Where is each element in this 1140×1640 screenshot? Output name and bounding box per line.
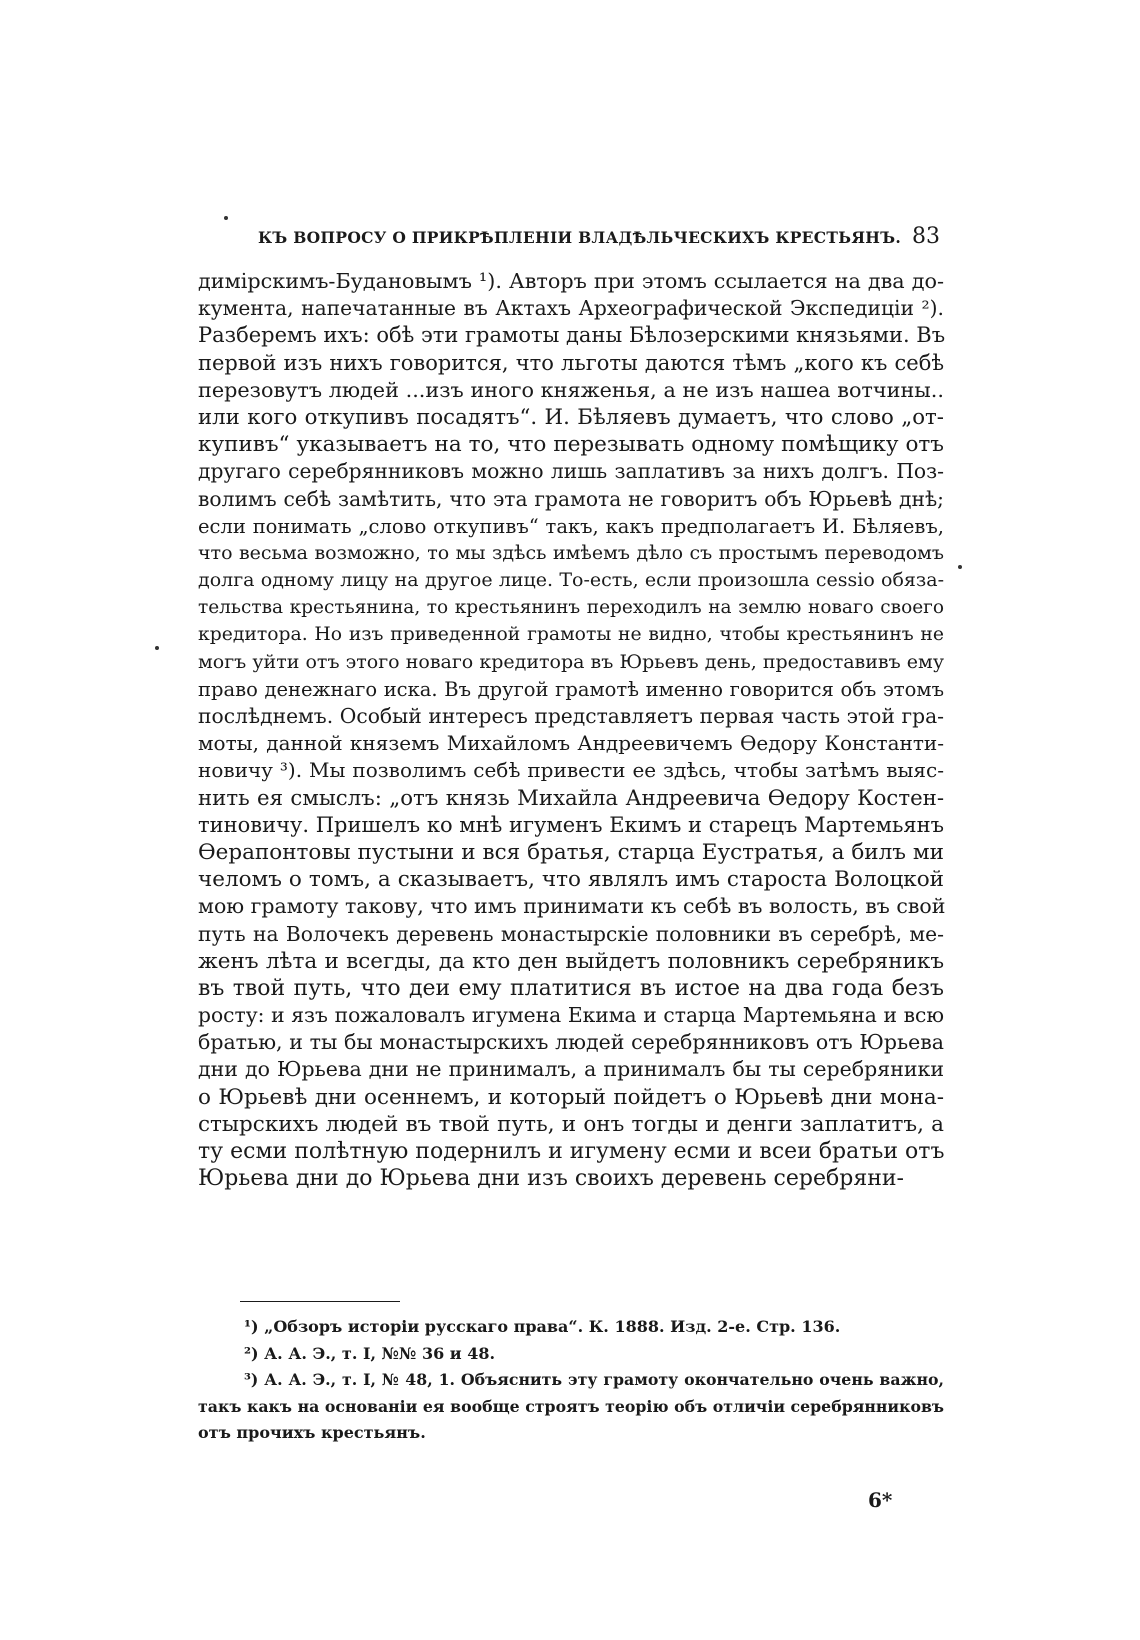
text-line: послѣднемъ. Особый интересъ представляетъ первая часть этой гра- [198,704,944,728]
text-line: Юрьева дни до Юрьева дни изъ своихъ деревень серебряни- [198,1166,904,1192]
text-line: женъ лѣта и всегды, да кто ден выйдетъ половникъ серебряникъ [198,948,944,974]
footnote-3: ³) А. А. Э., т. I, № 48, 1. Объяснить эту грамоту окончательно очень важно, [244,1370,944,1389]
scan-speck [958,565,962,569]
text-line: братью, и ты бы монастырскихъ людей серебрянниковъ отъ Юрьева [198,1030,944,1055]
text-line: путь на Волочекъ деревень монастырскіе половники въ серебрѣ, ме- [198,921,944,946]
text-line: могъ уйти отъ этого новаго кредитора въ Юрьевъ день, предоставивъ ему [198,650,944,673]
text-line: перезовутъ людей ...изъ иного княженья, а не изъ нашеа вотчины.. [198,377,944,402]
text-line: что весьма возможно, то мы здѣсь имѣемъ дѣло съ простымъ переводомъ [198,541,944,564]
running-title: КЪ ВОПРОСУ О ПРИКРѢПЛЕНІИ ВЛАДѢЛЬЧЕСКИХЪ КРЕСТЬЯНЪ. [258,228,902,247]
footnotes [198,1314,944,1447]
scan-speck [155,646,159,650]
signature-mark: 6* [868,1488,893,1512]
text-line: моты, данной княземъ Михайломъ Андреевичемъ Ѳедору Константи- [198,731,944,756]
text-line: тельства крестьянина, то крестьянинъ переходилъ на землю новаго своего [198,597,944,619]
text-line: дни до Юрьева дни не принималъ, а принималъ бы ты серебряники [198,1057,944,1082]
running-head [258,224,940,252]
text-line: если понимать „слово откупивъ“ такъ, какъ предполагаетъ И. Бѣляевъ, [198,514,944,538]
text-line: димірскимъ-Будановымъ ¹). Авторъ при этомъ ссылается на два до- [198,269,944,293]
text-line: росту: и язъ пожаловалъ игумена Екима и старца Мартемьяна и всю [198,1003,944,1028]
text-line: Ѳерапонтовы пустыни и вся братья, старца Еустратья, а билъ ми [198,839,944,865]
text-line: новичу ³). Мы позволимъ себѣ привести ее здѣсь, чтобы затѣмъ выяс- [198,758,944,783]
footnote-1: ¹) „Обзоръ исторіи русскаго права“. К. 1888. Изд. 2-е. Стр. 136. [244,1317,841,1336]
text-line: или кого откупивъ посадятъ“. И. Бѣляевъ думаетъ, что слово „от- [198,404,944,430]
text-line: нить ея смыслъ: „отъ князь Михайла Андреевича Ѳедору Костен- [198,785,944,811]
text-line: тиновичу. Пришелъ ко мнѣ игуменъ Екимъ и старецъ Мартемьянъ [198,812,944,837]
text-line: кредитора. Но изъ приведенной грамоты не видно, чтобы крестьянинъ не [198,624,944,646]
footnote-2: ²) А. А. Э., т. I, №№ 36 и 48. [244,1343,496,1363]
text-line: въ твой путь, что деи ему платитися въ истое на два года безъ [198,975,944,1001]
text-line: первой изъ нихъ говорится, что льготы даются тѣмъ „кого къ себѣ [198,350,944,375]
text-line: мою грамоту такову, что имъ принимати къ себѣ въ волость, въ свой [198,894,946,919]
text-line: челомъ о томъ, а сказываетъ, что являлъ имъ староста Волоцкой [198,867,944,893]
text-line: кумента, напечатанные въ Актахъ Археографической Экспедиціи ²). [198,296,944,321]
footnote-rule [240,1301,400,1302]
text-line: купивъ“ указываетъ на то, что перезывать одному помѣщику отъ [198,432,944,458]
text-line: право денежнаго иска. Въ другой грамотѣ именно говорится объ этомъ [198,677,944,701]
footnote-3-continued: такъ какъ на основаніи ея вообще строятъ теорію объ отличіи серебрянниковъ [198,1396,944,1416]
text-line: волимъ себѣ замѣтить, что эта грамота не говоритъ объ Юрьевѣ днѣ; [198,486,944,511]
body-text [198,268,944,1192]
text-line: ту есми полѣтную подернилъ и игумену есми и всеи братьи отъ [198,1139,945,1164]
text-line: о Юрьевѣ дни осеннемъ, и который пойдетъ о Юрьевѣ дни мона- [198,1084,944,1110]
text-line: другаго серебрянниковъ можно лишь заплативъ за нихъ долгъ. Поз- [198,459,944,484]
text-line: долга одному лицу на другое лице. То-есть, если произошла cessio обяза- [198,569,944,592]
scan-speck [224,216,228,220]
text-line: Разберемъ ихъ: обѣ эти грамоты даны Бѣлозерскими князьями. Въ [198,323,946,348]
page-number: 83 [912,224,940,249]
text-line: стырскихъ людей въ твой путь, и онъ тогды и денги заплатитъ, а [198,1111,944,1137]
footnote-3-end: отъ прочихъ крестьянъ. [198,1423,426,1442]
